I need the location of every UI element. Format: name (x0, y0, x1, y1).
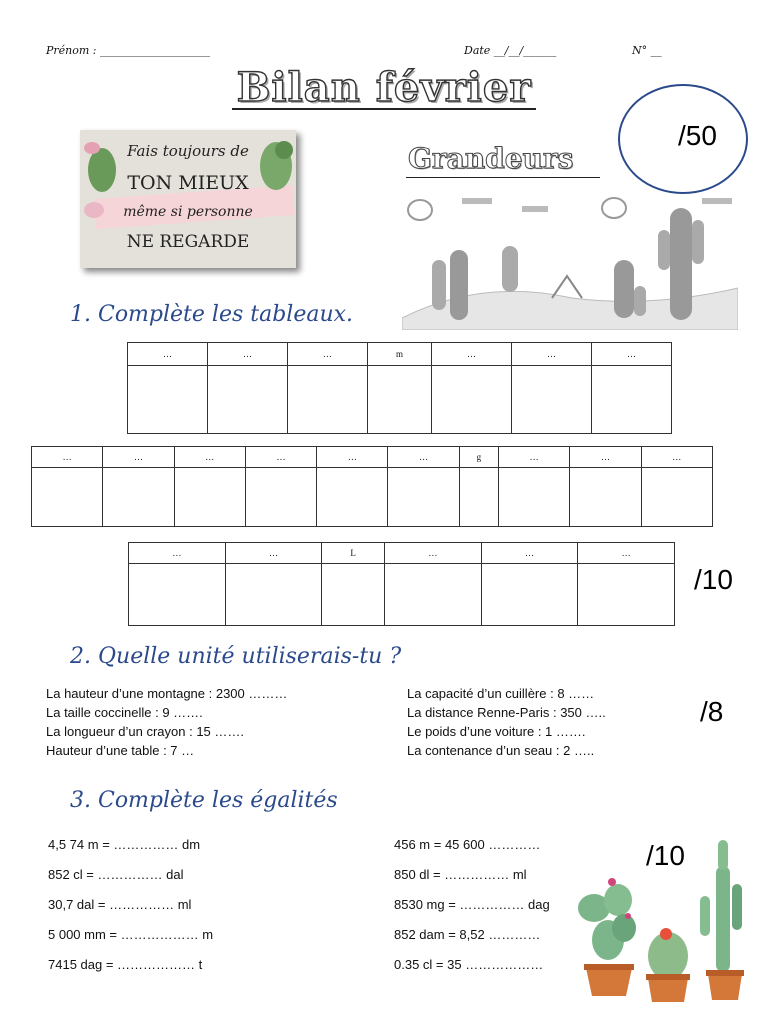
table-cell[interactable] (591, 366, 671, 434)
list-item: 852 cl = …………… dal (48, 867, 184, 882)
list-item: 7415 dag = ……………… t (48, 957, 203, 972)
table-cell[interactable] (174, 468, 245, 527)
table-cell[interactable] (129, 564, 226, 626)
list-item: La hauteur d’une montagne : 2300 ……… (46, 686, 288, 701)
table-capacity-header: … (385, 543, 482, 564)
table-cell[interactable] (103, 468, 174, 527)
section-3-title: 3. Complète les égalités (70, 788, 338, 813)
table-length-header: … (432, 343, 512, 366)
list-item: 456 m = 45 600 ………… (394, 837, 541, 852)
table-capacity-header: L (322, 543, 385, 564)
poster-line-1: Fais toujours de (127, 142, 249, 160)
number-field: N° __ (632, 44, 662, 57)
table-cell[interactable] (432, 366, 512, 434)
potted-cactus-illustration (556, 836, 766, 1006)
total-score: /50 (678, 120, 717, 151)
list-item: 852 dam = 8,52 ………… (394, 927, 541, 942)
list-item: 5 000 mm = ……………… m (48, 927, 214, 942)
table-cell[interactable] (32, 468, 103, 527)
list-item: La distance Renne-Paris : 350 ….. (407, 705, 606, 720)
list-item: Le poids d’une voiture : 1 ……. (407, 724, 586, 739)
subtitle-underline (406, 177, 600, 178)
section-1-score: /10 (694, 564, 733, 595)
table-mass (31, 446, 713, 527)
table-mass-header: … (499, 447, 570, 468)
table-length-header: m (367, 343, 431, 366)
table-mass-header: … (245, 447, 316, 468)
list-item: 4,5 74 m = …………… dm (48, 837, 201, 852)
table-cell[interactable] (367, 366, 431, 434)
table-cell[interactable] (459, 468, 498, 527)
table-cell[interactable] (511, 366, 591, 434)
table-mass-header: … (103, 447, 174, 468)
page-title: Bilan février (236, 64, 532, 111)
section-2-title: 2. Quelle unité utiliserais-tu ? (70, 644, 402, 669)
table-mass-header: … (32, 447, 103, 468)
list-item: La longueur d’un crayon : 15 ……. (46, 724, 245, 739)
table-cell[interactable] (207, 366, 287, 434)
table-capacity-header: … (225, 543, 322, 564)
table-cell[interactable] (128, 366, 208, 434)
table-length-header: … (287, 343, 367, 366)
table-cell[interactable] (385, 564, 482, 626)
table-cell[interactable] (499, 468, 570, 527)
date-field: Date __/__/______ (464, 44, 557, 57)
units-left-list (46, 684, 287, 760)
table-mass-header: … (570, 447, 641, 468)
desert-cactus-illustration (402, 188, 738, 330)
list-item: 8530 mg = …………… dag (394, 897, 550, 912)
table-cell[interactable] (481, 564, 578, 626)
table-cell[interactable] (578, 564, 675, 626)
table-capacity-header: … (129, 543, 226, 564)
table-cell[interactable] (245, 468, 316, 527)
table-cell[interactable] (641, 468, 712, 527)
table-mass-header: g (459, 447, 498, 468)
list-item: La contenance d’un seau : 2 ….. (407, 743, 595, 758)
list-item: La taille coccinelle : 9 ……. (46, 705, 203, 720)
poster-line-3: même si personne (123, 204, 253, 220)
list-item: 0.35 cl = 35 ……………… (394, 957, 544, 972)
table-capacity-header: … (578, 543, 675, 564)
poster-line-2: TON MIEUX (127, 172, 249, 194)
table-mass-header: … (174, 447, 245, 468)
motivation-poster (80, 130, 296, 268)
table-length-header: … (511, 343, 591, 366)
table-length-header: … (128, 343, 208, 366)
subtitle: Grandeurs (408, 142, 574, 175)
list-item: 850 dl = …………… ml (394, 867, 527, 882)
list-item: La capacité d’un cuillère : 8 …… (407, 686, 595, 701)
poster-line-4: NE REGARDE (126, 232, 250, 252)
table-capacity-header: … (481, 543, 578, 564)
table-cell[interactable] (225, 564, 322, 626)
table-cell[interactable] (287, 366, 367, 434)
name-blank: ____________________ (100, 44, 211, 57)
name-label: Prénom : (46, 44, 97, 57)
table-length-header: … (207, 343, 287, 366)
table-length (127, 342, 672, 434)
table-capacity (128, 542, 675, 626)
table-length-header: … (591, 343, 671, 366)
table-cell[interactable] (317, 468, 388, 527)
table-cell[interactable] (322, 564, 385, 626)
equalities-right-list (394, 830, 550, 980)
section-3-score: /10 (646, 840, 685, 871)
table-cell[interactable] (570, 468, 641, 527)
section-2-score: /8 (700, 696, 724, 727)
units-right-list (407, 684, 606, 760)
list-item: Hauteur d’une table : 7 … (46, 743, 195, 758)
table-mass-header: … (641, 447, 712, 468)
table-mass-header: … (317, 447, 388, 468)
title-underline (232, 108, 536, 110)
table-cell[interactable] (388, 468, 459, 527)
section-1-title: 1. Complète les tableaux. (70, 302, 354, 327)
table-mass-header: … (388, 447, 459, 468)
name-field (46, 44, 210, 57)
equalities-left-list (48, 830, 213, 980)
list-item: 30,7 dal = …………… ml (48, 897, 192, 912)
